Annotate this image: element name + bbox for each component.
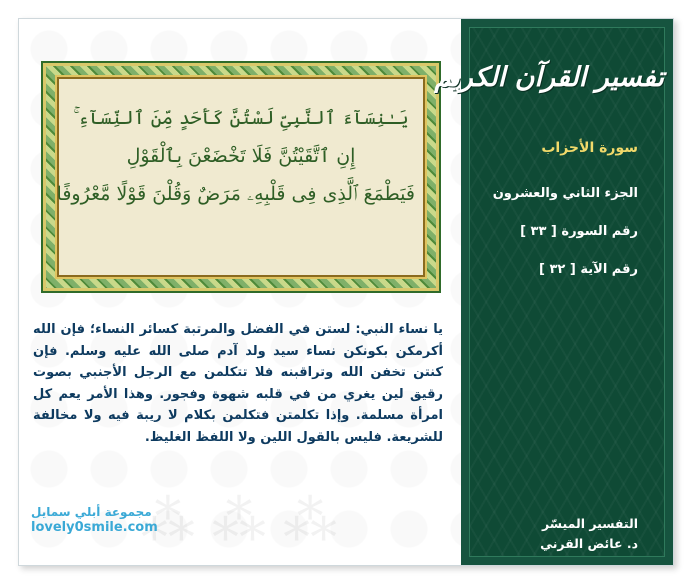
verse-line-2: إِنِ ٱتَّقَيْتُنَّ فَلَا تَخْضَعْنَ بِٱلْقَوْلِ	[126, 145, 356, 167]
site-branding	[31, 505, 158, 535]
sidebar-panel	[434, 27, 665, 557]
tafsir-card	[18, 18, 674, 566]
sidebar	[434, 19, 673, 565]
verse-text	[56, 99, 415, 213]
verse-ornamental-frame	[41, 61, 441, 293]
site-url[interactable]: lovely0smile.com	[31, 520, 158, 535]
juz-label: الجزء الثاني والعشرون	[492, 186, 638, 201]
verse-panel	[57, 77, 425, 277]
author-name: د. عائض القرني	[540, 536, 638, 551]
ayah-number: رقم الآية [ ٣٢ ]	[539, 262, 638, 277]
tafsir-explanation: يا نساء النبي: لستن في الفضل والمرتبة كسائر النساء؛ فإن الله أكرمكن بكونكن نساء سيد ولد آدم صلى الله عليه وسلم. فإن كنتن تخفن الله وتراقبنه فلا تتكلمن مع الرجل الأجنبي بصوت رقيق لين يغري من في قلبه شهوة وفجور. وهذا الأمر يعم كل امرأة مسلمة. وإذا تكلمتن فتكلمن بكلام لا ريبة فيه ولا مخالفة للشريعة. فليس بالقول اللين ولا اللفظ الغليظ.	[33, 322, 443, 445]
site-name: مجموعة أبلي سمايل	[31, 505, 152, 519]
tafsir-name: التفسير الميسّر	[542, 516, 638, 531]
main-panel	[19, 19, 461, 565]
verse-line-1: يَـٰنِسَآءَ ٱلنَّبِىِّ لَسْتُنَّ كَأَحَدٍ مِّنَ ٱلنِّسَآءِ ۚ	[73, 107, 409, 129]
surah-name: سورة الأحزاب	[541, 140, 638, 156]
surah-number: رقم السورة [ ٣٣ ]	[520, 224, 638, 239]
app-title: تفسير القرآن الكريم	[434, 62, 664, 93]
verse-line-3: فَيَطْمَعَ ٱلَّذِى فِى قَلْبِهِۦ مَرَضٌ وَقُلْنَ قَوْلًا مَّعْرُوفًا	[56, 183, 415, 205]
background-watermark: ⁂ ⁂ ⁂	[140, 489, 338, 552]
